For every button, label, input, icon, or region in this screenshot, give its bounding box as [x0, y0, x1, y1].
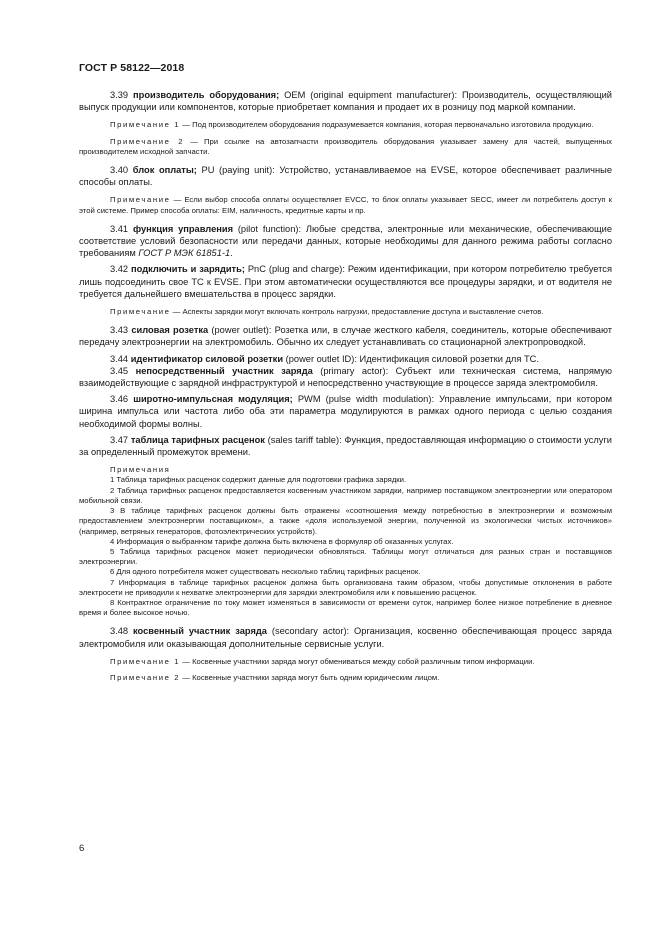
note-3-48-1: Примечание 1 — Косвенные участники заряда могут обмениваться между собой различным типом информации.: [110, 656, 535, 666]
note-3-39-2: Примечание 2 — При ссылке на автозапчасти производитель оборудования указывает замену для частей, выпущенных производителем исходной запчасти.: [79, 136, 613, 156]
standard-header: ГОСТ Р 58122—2018: [79, 62, 185, 74]
term-3-44: 3.44 идентификатор силовой розетки (power outlet ID): Идентификация силовой розетки для ТС.: [110, 353, 539, 364]
note-3-42: Примечание — Аспекты зарядки могут включать контроль нагрузки, предоставление доступа и выставление счетов.: [110, 307, 544, 317]
note-item: 6 Для одного потребителя может существовать несколько таблиц тарифных расценок.: [110, 567, 421, 577]
term-3-39: 3.39 производитель оборудования; OEM (original equipment manufacturer): Производитель, осуществляющий выпуск продукции или компонентов, которые приобретает компания и продает их в розницу под маркой компании.: [79, 90, 612, 113]
term-3-41: 3.41 функция управления (pilot function): Любые средства, электронные или механические, обеспечивающие соответствие условий безопасности или передачи данных, которые необходимы для данного режима работы согласно требованиям ГОСТ Р МЭК 61851-1.: [79, 223, 612, 259]
page-content: [79, 89, 612, 683]
term-3-48: 3.48 косвенный участник заряда (secondary actor): Организация, косвенно обеспечивающая процесс заряда электромобиля или оказывающая дополнительные сервисные услуги.: [79, 626, 612, 649]
note-3-39-1: Примечание 1 — Под производителем оборудования подразумевается компания, которая первоначально изготовила продукцию.: [110, 120, 594, 130]
note-item: 4 Информация о выбранном тарифе должна быть включена в формуляр об оказанных услугах.: [110, 536, 454, 546]
note-item: 1 Таблица тарифных расценок содержит данные для подготовки графика зарядки.: [110, 475, 407, 485]
note-3-40: Примечание — Если выбор способа оплаты осуществляет EVCC, то блок оплаты указывает SECC, имеет ли потребитель доступ к этой системе. Пример способа оплаты: EIM, наличность, кредитные карты и пр.: [79, 195, 612, 215]
note-3-48-2: Примечание 2 — Косвенные участники заряда могут быть одним юридическим лицом.: [110, 672, 440, 682]
note-item: 3 В таблице тарифных расценок должны быть отражены «соотношения между потребностью в электроэнергии и возможным предоставлением электроэнергии поставщиком», а также «доля используемой энергии, полученной из экологически чистых источников» (например, ветряных генераторов, фотоэлектрических устройств).: [79, 506, 612, 536]
note-item: 8 Контрактное ограничение по току может изменяться в зависимости от времени суток, например более низкое потребление в дневное время и более высокое ночью.: [79, 597, 612, 618]
term-3-46: 3.46 широтно-импульсная модуляция; PWM (pulse width modulation): Управление импульсами, при котором ширина импульса или частота либо оба эти параметра модулируются в рамках одного периода с целью создания необходимой формы волны.: [79, 394, 612, 429]
note-item: 7 Информация в таблице тарифных расценок должна быть организована таким образом, чтобы допустимые отклонения в работе электросети не приводили к нехватке электроэнергии для зарядки электромобиля или к повышению расценок.: [79, 577, 612, 597]
note-item: 5 Таблица тарифных расценок может периодически обновляться. Таблицы могут отличаться для разных стран и поставщиков электроэнергии.: [79, 546, 612, 567]
term-3-42: 3.42 подключить и зарядить; PnC (plug and charge): Режим идентификации, при котором потребителю требуется лишь подсоединить свое ТС к EVSE. При этом автоматически осуществляются все процедуры зарядки, и от водителя не требуется дальнейшего вмешательства в процесс зарядки.: [79, 264, 612, 299]
page-number: 6: [79, 843, 85, 854]
term-3-43: 3.43 силовая розетка (power outlet): Розетка или, в случае жесткого кабеля, соединитель, которые обеспечивают передачу электроэнергии на электромобиль. Обычно их следует устанавливать со стационарной электропроводкой.: [79, 325, 612, 348]
term-3-40: 3.40 блок оплаты; PU (paying unit): Устройство, устанавливаемое на EVSE, которое обеспечивает различные способы оплаты.: [79, 165, 612, 188]
term-3-47: 3.47 таблица тарифных расценок (sales tariff table): Функция, предоставляющая информацию о стоимости услуги за определенный промежуток времени.: [79, 434, 612, 458]
note-item: 2 Таблица тарифных расценок предоставляется косвенным участником зарядки, например поставщиком электроэнергии или оператором мобильной связи.: [79, 485, 612, 505]
notes-3-47-title: Примечания: [110, 465, 171, 475]
term-3-45: 3.45 непосредственный участник заряда (primary actor): Субъект или техническая система, напрямую взаимодействующие с зарядной инфраструктурой и непосредственно участвующие в процессе заряда электромобиля.: [79, 365, 612, 389]
